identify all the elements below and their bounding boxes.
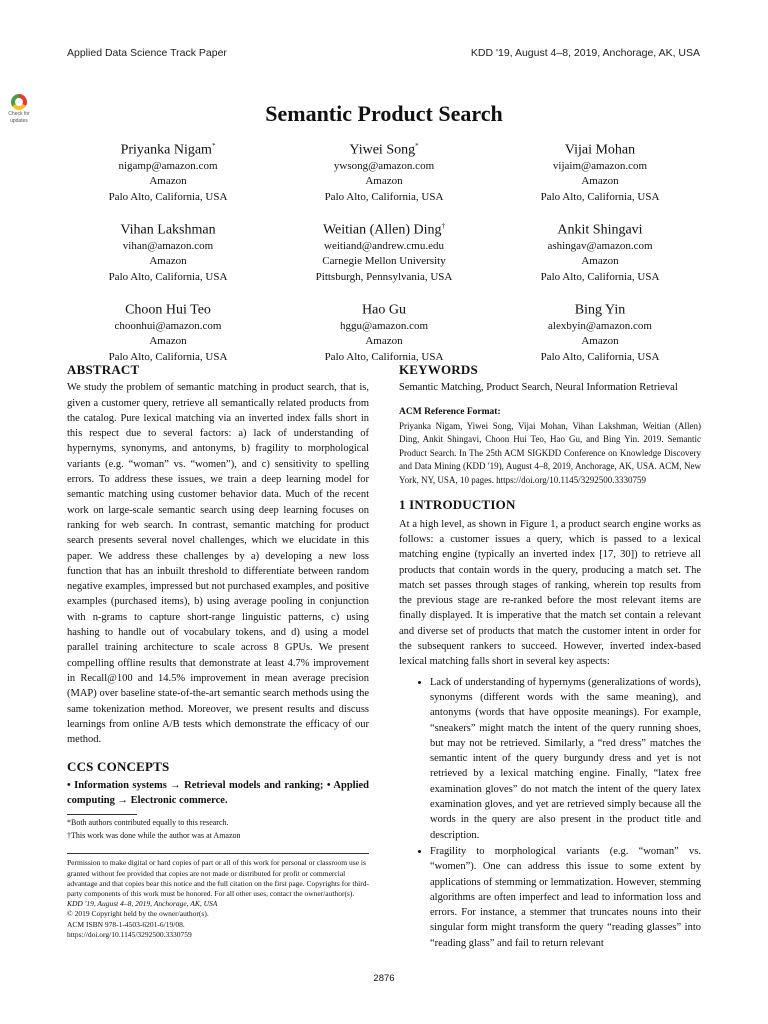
- paper-title: Semantic Product Search: [265, 101, 503, 126]
- author-location: Palo Alto, California, USA: [540, 350, 660, 363]
- author-location: Palo Alto, California, USA: [324, 350, 444, 363]
- author-mark: †: [441, 222, 446, 231]
- author-name: Weitian (Allen) Ding†: [322, 222, 446, 238]
- permission-text: Permission to make digital or hard copies of part or all of this work for personal or classroom use is granted without fee provided that copies are not made or distributed for profit or commercial advantage and that copies bear this notice and the full citation on the first page. Copyrights for third-party components of this work must be honored. For all other uses, contact the owner/author(s).: [67, 858, 369, 898]
- footnote: *Both authors contributed equally to this research.: [67, 818, 229, 828]
- author-org: Amazon: [149, 175, 187, 188]
- right-column: [399, 362, 701, 952]
- author-email: vihan@amazon.com: [122, 239, 214, 252]
- keywords-text: Semantic Matching, Product Search, Neural Information Retrieval: [399, 382, 678, 394]
- author-email: nigamp@amazon.com: [118, 159, 218, 172]
- author-block: [276, 138, 492, 205]
- author-block: [492, 138, 708, 205]
- footnote: †This work was done while the author was at Amazon: [67, 831, 241, 841]
- author-location: Palo Alto, California, USA: [540, 190, 660, 203]
- author-name: Vihan Lakshman: [120, 222, 216, 238]
- author-location: Palo Alto, California, USA: [108, 350, 228, 363]
- permission-isbn: ACM ISBN 978-1-4503-6201-6/19/08.: [67, 919, 185, 929]
- acm-reference-heading: ACM Reference Format:: [399, 406, 501, 417]
- author-block: [276, 298, 492, 365]
- permission-copyright: © 2019 Copyright held by the owner/author(s).: [67, 909, 209, 919]
- author-email: weitiand@andrew.cmu.edu: [324, 239, 444, 252]
- author-block: [492, 298, 708, 365]
- author-email: choonhui@amazon.com: [114, 319, 222, 332]
- author-block: [60, 218, 276, 285]
- author-org: Amazon: [581, 175, 619, 188]
- author-name: Choon Hui Teo: [125, 302, 211, 318]
- list-item: • Lack of understanding of hypernyms (generalizations of words), synonyms (different words with the same meaning), and antonyms (words that have opposite meanings). For example, “sneakers” might match the intent of the query running shoes, but may not be retrieved. Similarly, a “red dress” matches the semantic intent of the query burgundy dress and yet is not retrieved by a lexical matching engine. Finally, “latex free examination gloves” do not match the intent of the query latex examination gloves, and yet are retrieved simply because all the words in the query are also present in the product title and description.: [430, 675, 701, 843]
- permission-venue: KDD '19, August 4–8, 2019, Anchorage, AK, USA: [67, 899, 218, 909]
- author-org: Amazon: [149, 335, 187, 348]
- introduction-paragraph: At a high level, as shown in Figure 1, a product search engine works as follows: a customer issues a query, which is passed to a lexical matching engine (typically an inverted index [17, 30]) to retrieve all products that contain words in the query, producing a match set. The match set passes through stages of ranking, wherein top results from the previous stage are re-ranked before the most relevant items are finally displayed. It is imperative that the match set contain a relevant and diverse set of products that match the customer intent in order for the subsequent rankers to succeed. However, inverted index-based lexical matching falls short in several key aspects:: [399, 518, 701, 668]
- running-header-left: Applied Data Science Track Paper: [67, 47, 227, 59]
- author-mark: *: [415, 142, 419, 150]
- introduction-heading: 1 INTRODUCTION: [399, 497, 516, 513]
- introduction-bullets: [399, 675, 701, 951]
- author-mark: *: [211, 142, 216, 150]
- author-block: [276, 218, 492, 285]
- ccs-text: • Information systems → Retrieval models and ranking; • Applied computing → Electronic commerce.: [67, 779, 369, 807]
- author-email: hggu@amazon.com: [339, 319, 429, 332]
- author-list: [60, 138, 708, 365]
- author-name: Ankit Shingavi: [557, 222, 643, 238]
- acm-reference-text: Priyanka Nigam, Yiwei Song, Vijai Mohan, Vihan Lakshman, Weitian (Allen) Ding, Ankit Shingavi, Choon Hui Teo, Hao Gu, and Bing Yin. 2019. Semantic Product Search. In The 25th ACM SIGKDD Conference on Knowledge Discovery and Data Mining (KDD '19), August 4–8, 2019, Anchorage, AK, USA. ACM, New York, NY, USA, 10 pages. https://doi.org/10.1145/3292500.3330759: [399, 420, 701, 485]
- author-location: Palo Alto, California, USA: [108, 270, 228, 283]
- author-name: Vijai Mohan: [564, 142, 636, 158]
- author-org: Amazon: [581, 335, 619, 348]
- author-block: [60, 138, 276, 205]
- author-name: Yiwei Song*: [349, 142, 419, 158]
- author-org: Amazon: [365, 175, 403, 188]
- author-email: ashingav@amazon.com: [547, 239, 653, 252]
- author-location: Pittsburgh, Pennsylvania, USA: [315, 270, 453, 283]
- author-name: Hao Gu: [362, 302, 406, 318]
- author-location: Palo Alto, California, USA: [108, 190, 228, 203]
- author-name: Bing Yin: [574, 302, 626, 318]
- author-email: alexbyin@amazon.com: [548, 319, 652, 332]
- footnote-divider: [67, 814, 137, 815]
- author-name: Priyanka Nigam*: [120, 142, 216, 158]
- permission-doi[interactable]: https://doi.org/10.1145/3292500.3330759: [67, 929, 192, 939]
- author-org: Carnegie Mellon University: [322, 255, 446, 268]
- list-item: • Fragility to morphological variants (e.g. “woman” vs. “women”). One can address this issue to some extent by applications of stemming or lemmatization. However, stemming algorithms are often imperfect and lead to information loss and errors. For instance, a stemmer that truncates nouns into their singular form might transform the query “reading glasses” into “reading glass” and fail to return relevant: [430, 844, 701, 951]
- keywords-heading: KEYWORDS: [399, 362, 478, 377]
- page-number: 2876: [373, 973, 395, 984]
- abstract-heading: ABSTRACT: [67, 362, 140, 377]
- abstract-text: We study the problem of semantic matching in product search, that is, given a customer query, retrieve all semantically related products from the catalog. Pure lexical matching via an inverted index falls short in this respect due to several factors: a) lack of understanding of hypernyms, synonyms, and antonyms, b) fragility to morphological variants (e.g. “woman” vs. “women”), and c) sensitivity to spelling errors. To address these issues, we train a deep learning model for semantic matching using customer behavior data. Much of the recent work on large-scale semantic search using deep learning focuses on ranking for web search. In contrast, semantic matching for product search presents several novel challenges, which we elucidate in this paper. We address these challenges by a) developing a new loss function that has an inbuilt threshold to differentiate between random negative examples, impressed but not purchased examples, and positive examples (purchased items), b) using average pooling in conjunction with n-grams to capture short-range linguistic patterns, c) using hashing to handle out of vocabulary tokens, and d) using a model parallel training architecture to scale across 8 GPUs. We present compelling offline results that demonstrate at least 4.7% improvement in Recall@100 and 14.5% improvement in mean average precision (MAP) over baseline state-of-the-art semantic search methods using the same tokenization method. Moreover, we present results and discuss learnings from online A/B tests which demonstrate the efficacy of our method.: [67, 382, 369, 746]
- author-block: [492, 218, 708, 285]
- running-header-right: KDD '19, August 4–8, 2019, Anchorage, AK, USA: [470, 47, 700, 59]
- author-block: [60, 298, 276, 365]
- author-email: ywsong@amazon.com: [333, 159, 435, 172]
- ccs-heading: CCS CONCEPTS: [67, 759, 170, 775]
- badge-label-2: updates: [10, 118, 28, 124]
- author-location: Palo Alto, California, USA: [540, 270, 660, 283]
- author-email: vijaim@amazon.com: [552, 159, 648, 172]
- author-location: Palo Alto, California, USA: [324, 190, 444, 203]
- permission-divider: [67, 853, 369, 854]
- author-org: Amazon: [581, 255, 619, 268]
- left-column: [67, 362, 369, 940]
- author-org: Amazon: [365, 335, 403, 348]
- badge-label-1: Check for: [8, 111, 30, 117]
- author-org: Amazon: [149, 255, 187, 268]
